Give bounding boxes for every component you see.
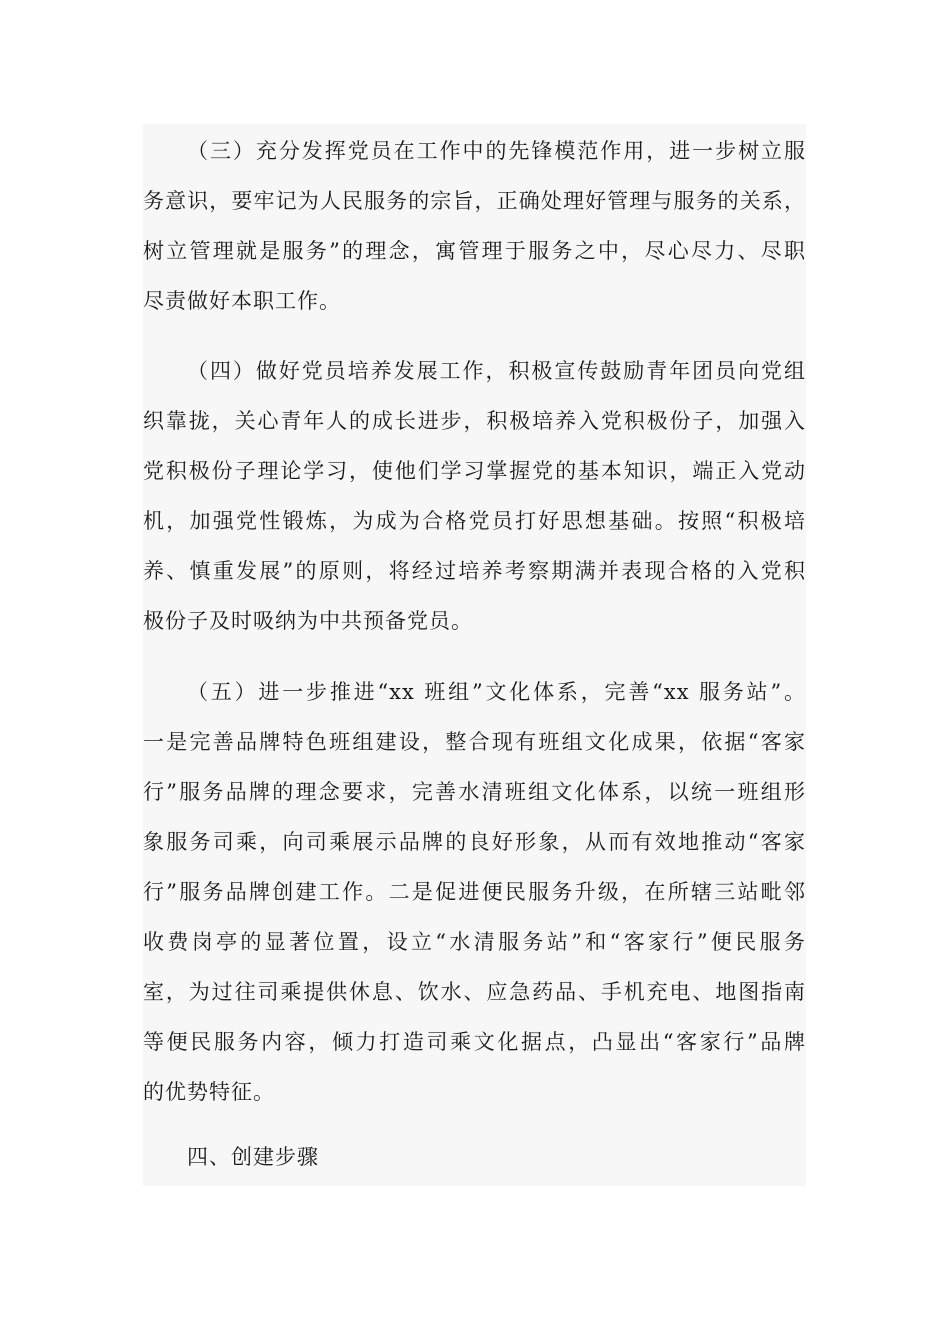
paragraph-line: 织靠拢，关心青年人的成长进步，积极培养入党积极份子，加强入 (143, 409, 806, 433)
paragraph-line: 等便民服务内容，倾力打造司乘文化据点，凸显出“客家行”品牌 (143, 1030, 806, 1054)
paragraph-line: （三）充分发挥党员在工作中的先锋模范作用，进一步树立服 (187, 139, 806, 163)
paragraph-line: 象服务司乘，向司乘展示品牌的良好形象，从而有效地推动“客家 (143, 830, 806, 854)
paragraph-line: 一是完善品牌特色班组建设，整合现有班组文化成果，依据“客家 (143, 730, 806, 754)
paragraph-line: 的优势特征。 (143, 1080, 275, 1104)
paragraph-line: 养、慎重发展”的原则，将经过培养考察期满并表现合格的入党积 (143, 559, 806, 583)
paragraph-line: 机，加强党性锻炼，为成为合格党员打好思想基础。按照“积极培 (143, 509, 806, 533)
paragraph-line: 行”服务品牌创建工作。二是促进便民服务升级，在所辖三站毗邻 (143, 880, 806, 904)
paragraph-line: 行”服务品牌的理念要求，完善水清班组文化体系，以统一班组形 (143, 780, 806, 804)
paragraph-5 (143, 667, 806, 1117)
paragraph-4 (143, 346, 806, 646)
paragraph-line: 收费岗亭的显著位置，设立“水清服务站”和“客家行”便民服务 (143, 930, 806, 954)
paragraph-line: 务意识，要牢记为人民服务的宗旨，正确处理好管理与服务的关系， (143, 189, 806, 213)
text-block (143, 124, 806, 1186)
paragraph-3 (143, 126, 806, 326)
paragraph-line: 极份子及时吸纳为中共预备党员。 (143, 609, 473, 633)
paragraph-line: 室，为过往司乘提供休息、饮水、应急药品、手机充电、地图指南 (143, 980, 806, 1004)
paragraph-line: 尽责做好本职工作。 (143, 289, 341, 313)
paragraph-line: 党积极份子理论学习，使他们学习掌握党的基本知识，端正入党动 (143, 459, 806, 483)
paragraph-line: （四）做好党员培养发展工作，积极宣传鼓励青年团员向党组 (187, 359, 806, 383)
section-heading: 四、创建步骤 (187, 1145, 319, 1169)
paragraph-line: 树立管理就是服务”的理念，寓管理于服务之中，尽心尽力、尽职 (143, 239, 806, 263)
paragraph-line: （五）进一步推进“xx 班组”文化体系，完善“xx 服务站”。 (187, 680, 806, 704)
